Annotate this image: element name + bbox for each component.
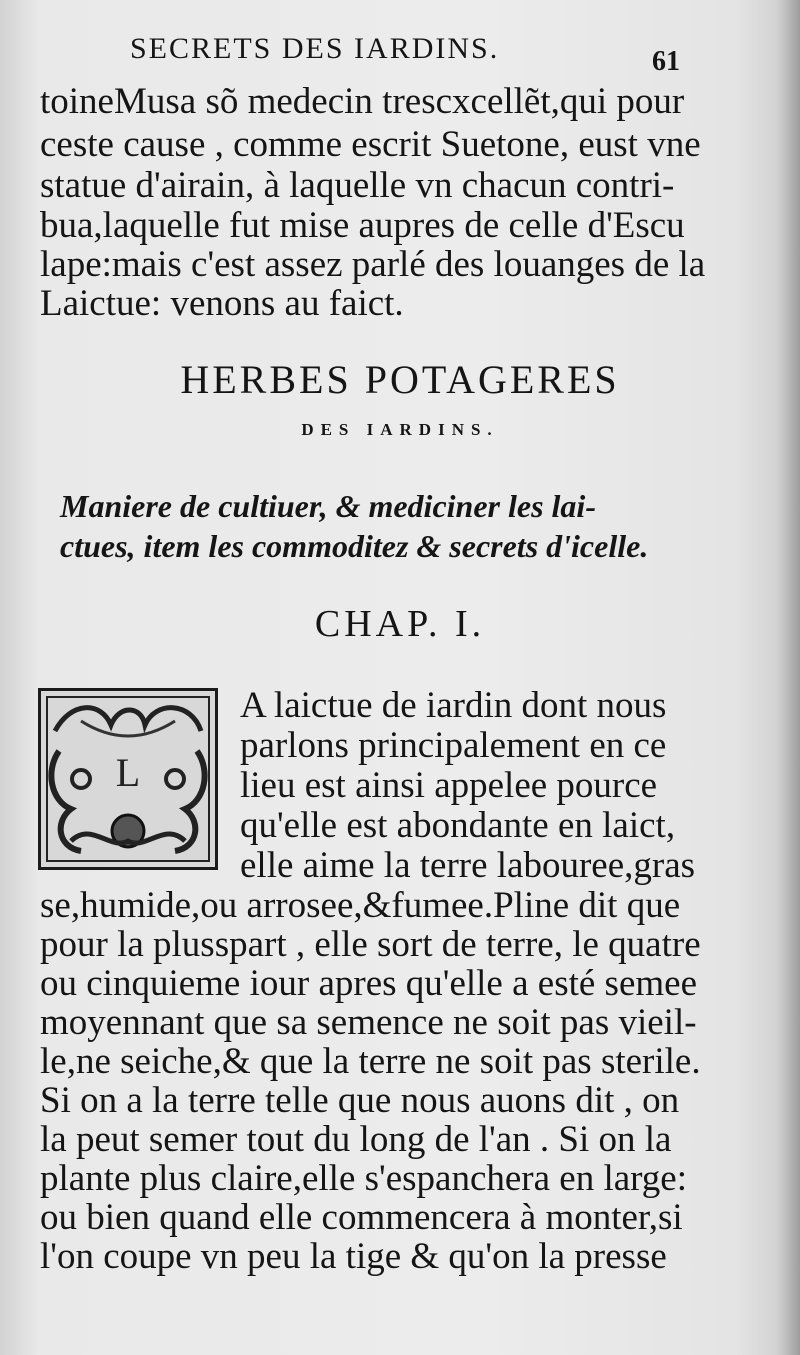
text-line: elle aime la terre labouree,gras (240, 845, 696, 886)
text-line: ou cinquieme iour apres qu'elle a esté semee (40, 963, 697, 1004)
running-title: SECRETS DES IARDINS. (130, 32, 500, 65)
section-description-line: Maniere de cultiuer, & mediciner les lai- (60, 488, 596, 524)
text-line: toineMusa sõ medecin trescxcellẽt,qui pour (40, 81, 685, 122)
text-line: Laictue: venons au faict. (40, 283, 404, 324)
text-line: Si on a la terre telle que nous auons dit , on (40, 1080, 680, 1121)
text-line: se,humide,ou arrosee,&fumee.Pline dit que (40, 885, 681, 926)
page-gutter-shadow (776, 0, 800, 1355)
text-line: bua,laquelle fut mise aupres de celle d'Escu (40, 205, 685, 246)
text-line: l'on coupe vn peu la tige & qu'on la presse (40, 1236, 667, 1277)
section-subtitle: DES IARDINS. (301, 420, 499, 439)
text-line: moyennant que sa semence ne soit pas vieil- (40, 1002, 697, 1043)
text-line: A laictue de iardin dont nous (240, 685, 667, 726)
text-line: le,ne seiche,& que la terre ne soit pas sterile. (40, 1041, 701, 1082)
text-line: plante plus claire,elle s'espanchera en large: (40, 1158, 688, 1199)
text-line: lieu est ainsi appelee pource (240, 765, 658, 806)
text-line: ceste cause , comme escrit Suetone, eust vne (40, 124, 701, 165)
text-line: la peut semer tout du long de l'an . Si on la (40, 1119, 672, 1160)
text-line: statue d'airain, à laquelle vn chacun contri- (40, 165, 675, 206)
decorated-initial (38, 688, 218, 870)
chapter-title: CHAP. I. (314, 603, 486, 645)
text-line: pour la plusspart , elle sort de terre, le quatre (40, 924, 701, 965)
text-line: qu'elle est abondante en laict, (240, 805, 676, 846)
section-description-line: ctues, item les commoditez & secrets d'icelle. (60, 528, 649, 564)
text-line: parlons principalement en ce (240, 725, 667, 766)
text-line: ou bien quand elle commencera à monter,si (40, 1197, 683, 1238)
section-title: HERBES POTAGERES (180, 357, 620, 402)
page-number: 61 (652, 46, 680, 77)
initial-letter: L (115, 750, 141, 795)
text-line: lape:mais c'est assez parlé des louanges de la (40, 244, 706, 285)
